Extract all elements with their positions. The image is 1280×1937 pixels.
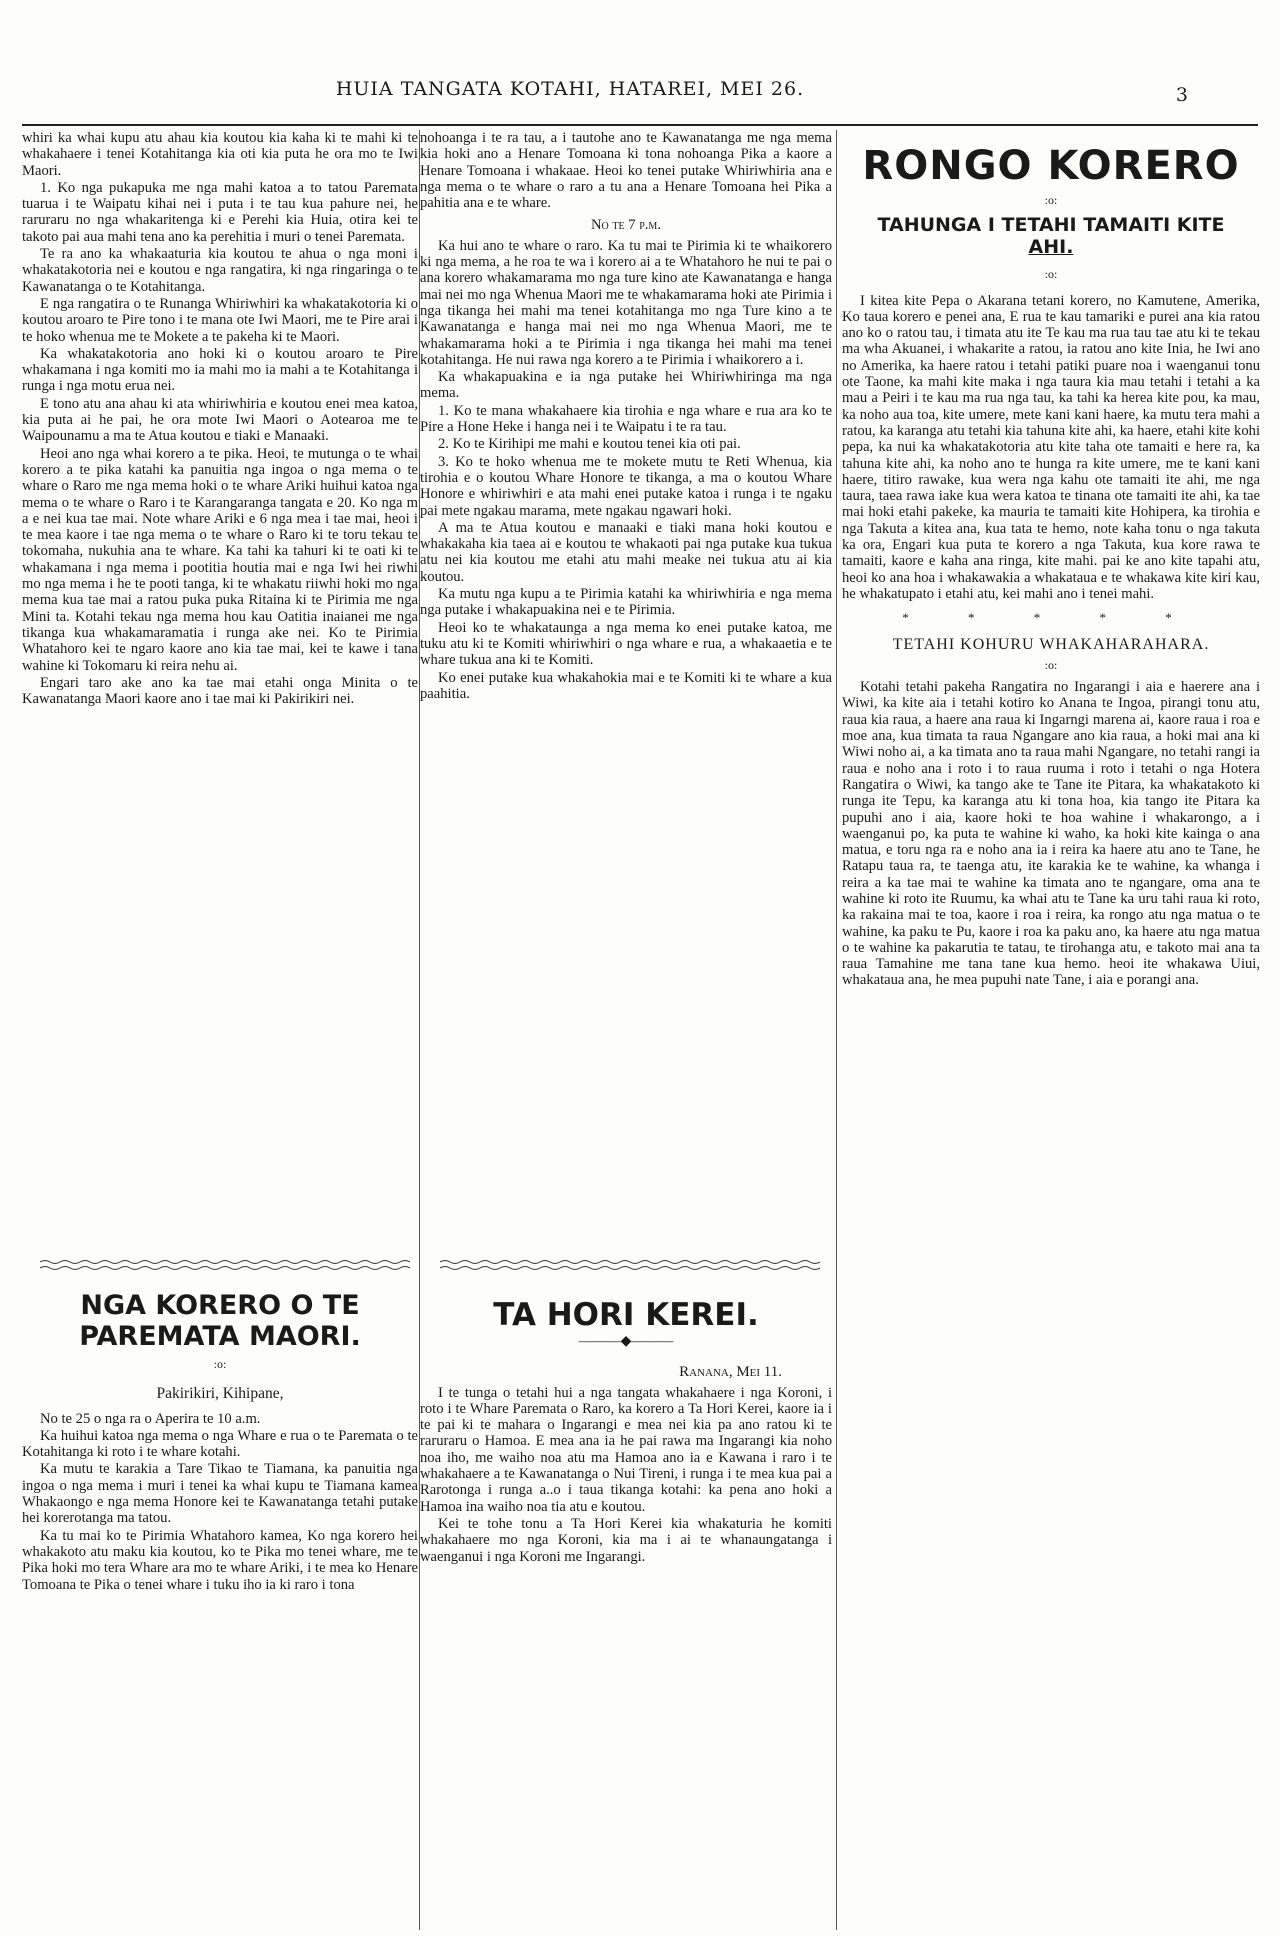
- star-divider: * * * * *: [902, 610, 1200, 626]
- paragraph: Heoi ko te whakataunga a nga mema ko enei putake katoa, me tuku atu ki te Komiti whiriwhiri o nga whare e rua, a whakaaetia e te whare tukua ana ki te Komiti.: [420, 619, 832, 669]
- paragraph: I te tunga o tetahi hui a nga tangata whakahaere i nga Koroni, i roto i te Whare Paremata o Raro, ka korero a Ta Hori Kerei, kaore ia i te pai ki te mahara o Ingarangi e mea nei kia pa ano ratou ki te raruraru o Hamoa. E mea ana ia he pai rawa ma Ingarangi kia noho noa iho, me waiho noa atu ma Hamoa ano ia e Kawana i raro i te whakahaere a te Kawanatanga o Nui Tireni, i runga i te mea kua pai a Rarotonga i runga a..o i taua tikanga kotahi: ka pena ano hoki a Hamoa ina waiho noa tia atu e koutou.: [420, 1384, 832, 1515]
- paragraph: 2. Ko te Kirihipi me mahi e koutou tenei kia oti pai.: [438, 436, 741, 453]
- section-title-ta-hori-kerei: TA HORI KEREI.: [493, 1297, 759, 1333]
- section-title-paremata: NGA KORERO O TE PAREMATA MAORI.: [79, 1290, 361, 1352]
- dateline: Ranana, Mei 11.: [679, 1364, 782, 1381]
- paragraph: Ka hui ano te whare o raro. Ka tu mai te Pirimia ki te whaikorero ki nga mema, a he roa te wa i korero ai a te Whatahoro he nui te pai o ana korero whakamarama mo nga ture kino ate Kawanatanga e hanga mai nei mo nga Whenua Maori me te whakamarama hoki ate Pirimia i nga tikanga hei mahi ma tenei kotahitanga mo nga Ture kino a te Kawanatanga e hanga mai nei mo nga Whenua Maori, me te whakamarama hoki a te Pirimia i nga tikanga hei mahi ma tenei kotahitanga. He nui rawa nga korero a te Pirimia i whaikorero a i.: [420, 237, 832, 368]
- paragraph: Ka huihui katoa nga mema o nga Whare e rua o te Paremata o te Kotahitanga ki roto i te whare kotahi.: [22, 1427, 418, 1461]
- separator: :o:: [1044, 657, 1058, 672]
- page-number: 3: [1175, 84, 1188, 106]
- wavy-rule-left: [40, 1258, 410, 1272]
- section-title-kohuru: TETAHI KOHURU WHAKAHARAHARA.: [892, 635, 1210, 653]
- column-3: [842, 130, 1260, 990]
- paragraph: Ka mutu nga kupu a te Pirimia katahi ka whiriwhiria e nga mema nga putake i whakapuakina nei e te Pirimia.: [420, 586, 832, 619]
- column-1: [22, 130, 418, 708]
- paragraph: E tono atu ana ahau ki ata whiriwhiria e koutou enei mea katoa, kia puta ai he pai, he ora mote Iwi Maori o Aotearoa me te Waipounamu a ma te Atua koutou e tiaki e Manaaki.: [22, 395, 418, 445]
- separator: :o:: [1044, 193, 1058, 207]
- paragraph: A ma te Atua koutou e manaaki e tiaki mana hoki koutou e whakakaha kia taea ai e koutou te whakaoti pai nga putake kua tukua atu nei kia koutou me etahi atu mahi meake nei tukua atu ai kia koutou.: [420, 519, 832, 585]
- separator: :o:: [1044, 267, 1058, 282]
- paragraph: 1. Ko te mana whakahaere kia tirohia e nga whare e rua ara ko te Pire a Hone Heke i hanga nei i te Waipatu i te ra tau.: [420, 402, 832, 436]
- column-2: [420, 130, 832, 703]
- time-heading: No te 7 p.m.: [591, 217, 661, 234]
- wavy-rule-middle: [440, 1258, 820, 1272]
- dateline: Pakirikiri, Kihipane,: [156, 1385, 284, 1403]
- paragraph: nohoanga i te ra tau, a i tautohe ano te Kawanatanga me nga mema kia hoki ano a Henare Tomoana ki tona nohoanga Pika a kaore a Henare Tomoana i whakaae. Heoi ko tenei putake Whiriwhiria ana e nga mema o te whare o raro a tu ana a Henare Tomoana hei Pika a pahitia ana e te whare.: [420, 130, 832, 212]
- paragraph: 3. Ko te hoko whenua me te mokete mutu te Reti Whenua, kia tirohia e o koutou Whare Honore te tikanga, a ma o koutou Whare Honore e whiriwhiri e ata mahi enei putake katoa i runga i te ngaku pai mete ngakau marama, mete ngakau ngawari hoki.: [420, 453, 832, 519]
- paragraph: Ka whakatakotoria ano hoki ki o koutou aroaro te Pire whakamana i nga komiti mo ia mahi mo ia mahi a te Kotahitanga i runga i nga motu erua nei.: [22, 345, 418, 395]
- paragraph: Kotahi tetahi pakeha Rangatira no Ingarangi i aia e haerere ana i Wiwi, ka kite aia i tetahi kotiro ko Anana te Ingoa, pirangi tonu atu, raua kia raua, a haere ana raua ki Ingarngi marena ai, kaore raua i roa e moe ana, kua timata ta raua Ngangare ano kia raua, a hoki mai ana ki Wiwi noho ai, a ka timata ano ta raua mahi Ngangare, no tetahi rangi ia raua e noho ana i roto i to raua ruuma i roto i tetahi o nga Hotera Rangatira o Wiwi, ka tango ake te Tane ite Pitara, ka whakatakoto ki runga ite Tepu, ka karanga atu ki tona hoa, kia tango ite Pitara ka pupuhi ano i aia, kaore hoki te hoa wahine i whakarongo, a i waenganui po, ka puta te wahine ki waho, ka hoki kite kainga o ana matua, e toru nga ra e noho ana ia i reira ka haere atu ano te Tane, he Ratapu taua ra, te taenga atu, ite karakia ke te wahine, ka whanga i reira a ka tae mai te wahine ka timata ano te ngangare, oma ana te wahine ki roto ite Ruumu, ka whai atu te Tane ka uru tahi raua ki roto, ka rakaina mai te toa, kaore i roa i reira, ka rongo atu nga matua o te wahine, ka paku te Pu, kaore i roa ka paku ano, ka haere atu nga matua o te wahine ka pakarutia te tatau, te tirohanga atu, e takoto mai ana ta raua Tamahine me tana tane kua hemo. heoi ite whakawa Uiui, whakataua ana, he mea pupuhi nate Tane, i aia e porangi ana.: [842, 679, 1260, 989]
- subtitle-ahi: AHI.: [1028, 236, 1074, 259]
- header-rule: [22, 124, 1258, 126]
- paragraph: E nga rangatira o te Runanga Whiriwhiri ka whakatakotoria ki o koutou aroaro te Pire tono i te mana ote Iwi Maori, me te Pire arai i te hoko whenua me te Mokete a te pakeha ki te Maori.: [22, 295, 418, 345]
- paragraph: No te 25 o nga ra o Aperira te 10 a.m.: [40, 1410, 261, 1427]
- column-1-lower: [22, 1290, 418, 1594]
- subtitle: TAHUNGA I TETAHI TAMAITI KITE: [877, 214, 1225, 237]
- paragraph: Ka mutu te karakia a Tare Tikao te Tiamana, ka panuitia nga ingoa o nga mema i muri i tenei ka whai kupu te Tiamana kamea Whakaongo e nga mema Honore kei te Kawanatanga tetahi putake hei korerotanga ma tatou.: [22, 1461, 418, 1527]
- paragraph: Te ra ano ka whakaaturia kia koutou te ahua o nga moni i whakatakotoria nei e koutou e nga rangatira, ki nga ringaringa o te Kawanatanga o te Kotahitanga.: [22, 246, 418, 295]
- section-title-rongo-korero: RONGO KORERO: [862, 143, 1240, 189]
- paragraph: Ka whakapuakina e ia nga putake hei Whiriwhiringa ma nga mema.: [420, 369, 832, 402]
- masthead-title: HUIA TANGATA KOTAHI, HATAREI, MEI 26.: [335, 78, 805, 100]
- column-rule-2: [836, 130, 837, 1930]
- paragraph: Ko enei putake kua whakahokia mai e te Komiti ki te whare a kua paahitia.: [420, 669, 832, 702]
- page-header: [0, 78, 1280, 114]
- separator: :o:: [213, 1357, 227, 1371]
- paragraph: Engari taro ake ano ka tae mai etahi onga Minita o te Kawanatanga Maori kaore ano i tae mai ki Pakirikiri nei.: [22, 674, 418, 708]
- paragraph: I kitea kite Pepa o Akarana tetani korero, no Kamutene, Amerika, Ko taua korero e penei ana, E rua te kau tamariki e purei ana kia ratou ano ko o ratou tau, i timata atu ite Te kau ma rua tau tae atu ki te tekau ma wha Akuanei, i whakarite a ratou, ia ratou ano kite Inia, he Iwi ano no Amerika, ka haere ratou i tetahi patiki puare noa i waenganui tonu ote Taone, ka mahi kite maka i nga taura kia mau tetahi i tetahi a ka mau a Peiri i te kau ma rua nga tau, ka tahi ka herea kite pou, ka mau, ka noho aua toa, kite umere, mete kani kani haere, ka mutu tera mahi a ratou, ka karanga atu tetahi kia tahuna kite ahi, ka haere, etahi kite kohi pepa, ka nui ka whakatakotoria atu kite taha ote tamaiti e here ra, ka tahuna kite ahi, ka noho ano te hunga ra kite umere, me te kani kani haere, titiro rawake, kua wera nga kahu ote tamaiti ite ahi, me nga taura, taea rawa iake kua wera katoa te tinana ote tamaiti ite ahi, ka tae mai hoki etahi pakeke, ka mauria te tamaiti kite Hohipera, ka tirohia e nga Takuta a kitea ana, kua tata te hemo, note kaha tonu o nga takuta ka ora, Engari kua puta te korero a nga Takuta, kua kore rawa te tamaiti, kaore e kaha ana ringa, kite mahi. pai ke ano kite tapahi atu, heoi ko ana hoa i whakawakia a whakataua e te whakawa kite kiri kau, he whakatupato i etahi atu, kei mahi ano i tenei mahi.: [842, 292, 1260, 602]
- paragraph: whiri ka whai kupu atu ahau kia koutou kia kaha ki te mahi ki te whakahaere i tenei Kotahitanga kia oti kia puta he ora mo te Iwi Maori.: [22, 130, 418, 179]
- column-2-lower: [420, 1298, 832, 1566]
- paragraph: 1. Ko nga pukapuka me nga mahi katoa a to tatou Paremata tuarua i te Waipatu kihai nei i puta i te tau kua pahure nei, he raruraru no nga whakaritenga ki e Perehi kia Huia, otira kei te takoto pai aua mahi tena ano ka perehitia i muri o tenei Paremata.: [22, 179, 418, 245]
- ornament-rule: ———◆———: [578, 1334, 674, 1349]
- paragraph: Kei te tohe tonu a Ta Hori Kerei kia whakaturia he komiti whakahaere mo nga Koroni, kia ma i ai te whanaungatanga i waenganui i nga Koroni me Ingarangi.: [420, 1515, 832, 1565]
- paragraph: Ka tu mai ko te Pirimia Whatahoro kamea, Ko nga korero hei whakakoto atu maku kia koutou, ko te Pika mo tenei whare, me te Pika hoki mo tera Whare ara mo te whare Ariki, i te mea ko Henare Tomoana te Pika o tenei whare i tuku iho ia ki raro i tona: [22, 1527, 418, 1593]
- paragraph: Heoi ano nga whai korero a te pika. Heoi, te mutunga o te whai korero a te pika katahi ka panuitia nga ingoa o nga mema o te whare o Raro me nga mema hoki o te whare Ariki huihui katoa nga mema o te whare o Raro i te Karangaranga tangata e 20. Ko nga m a e nei kua tae mai. Note whare Ariki e 6 nga mea i tae mai, heoi i te mea kaore i tae nga mema o te whare o Raro ki te toru tekau te tokomaha, nukuhia ana te whare. Ka tahi ka tahuri ki te oati ki te whakamana i nga mema i pootitia houtia mai e nga Iwi hei riwhi mo nga mema i he te pooti tanga, ki te whakatu riiwhi hoki mo nga mema kua tae mai a ratou puka puka Ritaina ki te Pirimia me nga Mini ta. Kotahi tekau nga mema hou kau Oatitia inaianei me nga tikanga kua whakamaramatia i runga ake nei. Ko te Pirimia Whatahoro kei te ngaro kaore ano kia tae mai, kei te kawe i tana wahine ki Tokomaru ki reira nehu ai.: [22, 445, 418, 674]
